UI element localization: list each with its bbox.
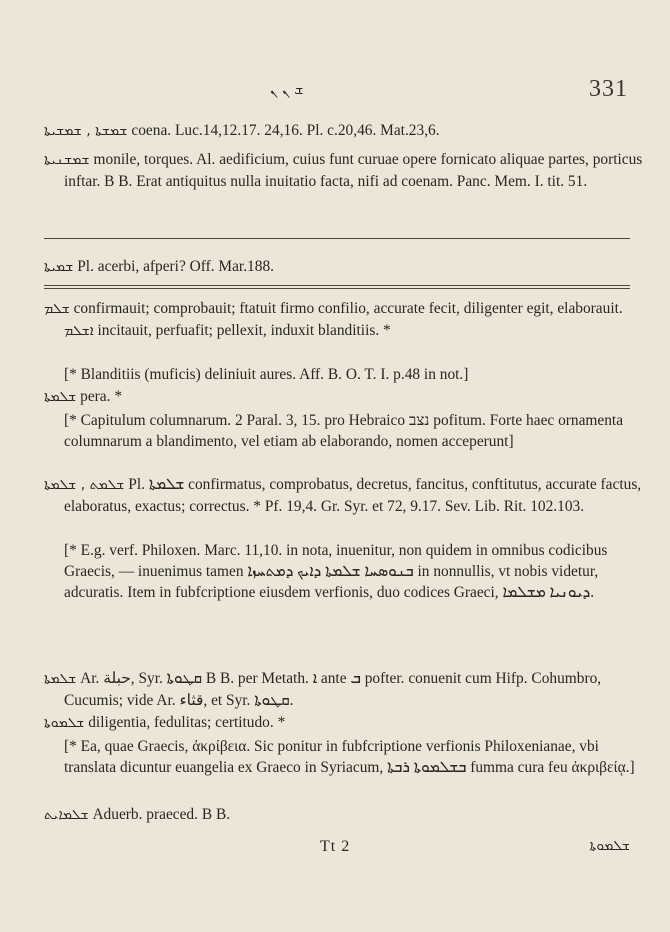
note-text: [* E.g. verf. Philoxen. Marc. 11,10. in nota, inuenitur, non quidem in omnibus codicibus Graecis, — inuenimus tamen ܒܢܘܣܚܐ ܫܠܡܬܐ ܕܐܝܟ ܕܡܬܚܙܐ in nonnullis, vt nobis videtur, adcuratis. Item in fubfcriptione eiusdem verfionis, duo codices Graeci, ܕܝܘܢܝܐ ܡܫܠܡܐ. <box>64 542 608 601</box>
syriac-headword: ܫܡܝܬܐ <box>44 259 74 275</box>
entry-text: Pl. acerbi, afperi? Off. Mar.188. <box>77 258 274 275</box>
entry-text: monile, torques. Al. aedificium, cuius funt curuae opere fornicato aliquae partes, porticus inftar. B B. Erat antiquitus nulla inuitatio facta, nifi ad coenam. Panc. Mem. I. tit. 51. <box>64 151 643 190</box>
dictionary-entry <box>44 298 650 342</box>
note-text: [* Blanditiis (muficis) deliniuit aures. Aff. B. O. T. I. p.48 in not.] <box>64 366 469 383</box>
catchword: ܫܠܡܘܬܐ <box>589 838 630 854</box>
dictionary-entry <box>44 804 650 826</box>
dictionary-entry <box>44 474 650 517</box>
running-head: ܫ ܢ ܢ <box>270 82 304 98</box>
entry-text: coena. Luc.14,12.17. 24,16. Pl. c.20,46. Mat.23,6. <box>131 122 440 139</box>
dictionary-entry <box>44 712 650 734</box>
section-divider <box>44 238 630 239</box>
syriac-headword: ܫܠܡܬܐ <box>44 671 77 687</box>
dictionary-entry <box>44 149 650 192</box>
entry-text: Pl. ܫܠܡܬܐ confirmatus, comprobatus, decretus, fancitus, conftitutus, accurate factus, elaboratus, exactus; correctus. * Pf. 19,4. Gr. Syr. et 72, 9.17. Sev. Lib. Rit. 102.103. <box>64 476 642 515</box>
dictionary-entry <box>44 386 650 408</box>
page-footer <box>0 838 670 862</box>
editor-note <box>44 410 650 452</box>
entry-text-2: incitauit, perfuafit; pellexit, induxit blanditiis. * <box>97 322 391 339</box>
note-text: [* Ea, quae Graecis, ἀκρίβεια. Sic ponitur in fubfcriptione verfionis Philoxenianae, vbi translata dicuntur euangelia ex Graeco in Syriacum, ܒܫܠܡܘܬܐ ܪܒܬܐ fumma cura feu ἀκριβείᾳ.] <box>64 738 635 776</box>
page-header <box>0 76 670 106</box>
syriac-headword: ܫܠܡܐܝܬ <box>44 807 89 823</box>
syriac-derived-word: ܐܫܠܡ <box>64 323 94 339</box>
entry-text: pera. * <box>80 388 123 405</box>
entry-text: Ar. حبلة, Syr. ܩܛܘܬܐ B B. per Metath. ܐ ante ܒ pofter. conuenit cum Hifp. Cohumbro, Cucumis; vide Ar. قثاء, et Syr. ܩܛܘܬܐ. <box>64 670 602 709</box>
note-text: [* Capitulum columnarum. 2 Paral. 3, 15. pro Hebraico נצב pofitum. Forte haec ornamenta columnarum a blandimento, vel etiam ab elaborando, nomen acceperunt] <box>64 412 624 450</box>
signature-mark: Tt 2 <box>320 838 351 855</box>
editor-note <box>44 736 650 778</box>
dictionary-entry <box>44 668 650 711</box>
syriac-headword: ܫܡܫܢܝܬܐ <box>44 152 90 168</box>
entry-text: Aduerb. praeced. B B. <box>92 806 231 823</box>
syriac-headword: ܫܠܡܘܬܐ <box>44 715 85 731</box>
syriac-headword: ܫܠܡܬܐ <box>44 389 77 405</box>
entry-text: confirmauit; comprobauit; ftatuit firmo confilio, accurate fecit, diligenter egit, elaborauit. <box>73 300 623 317</box>
entry-text: diligentia, fedulitas; certitudo. * <box>88 714 286 731</box>
dictionary-entry <box>44 120 650 142</box>
page-number: 331 <box>589 76 628 102</box>
syriac-headword: ܫܠܡ <box>44 301 70 317</box>
section-divider <box>44 285 630 289</box>
dictionary-entry <box>44 256 650 278</box>
syriac-headword: ܫܠܡܬ , ܫܠܡܬܐ <box>44 477 125 493</box>
editor-note <box>44 364 650 385</box>
syriac-headword: ܫܡܫܬܐ , ܫܡܫܝܬܐ <box>44 123 128 139</box>
editor-note <box>44 540 650 603</box>
